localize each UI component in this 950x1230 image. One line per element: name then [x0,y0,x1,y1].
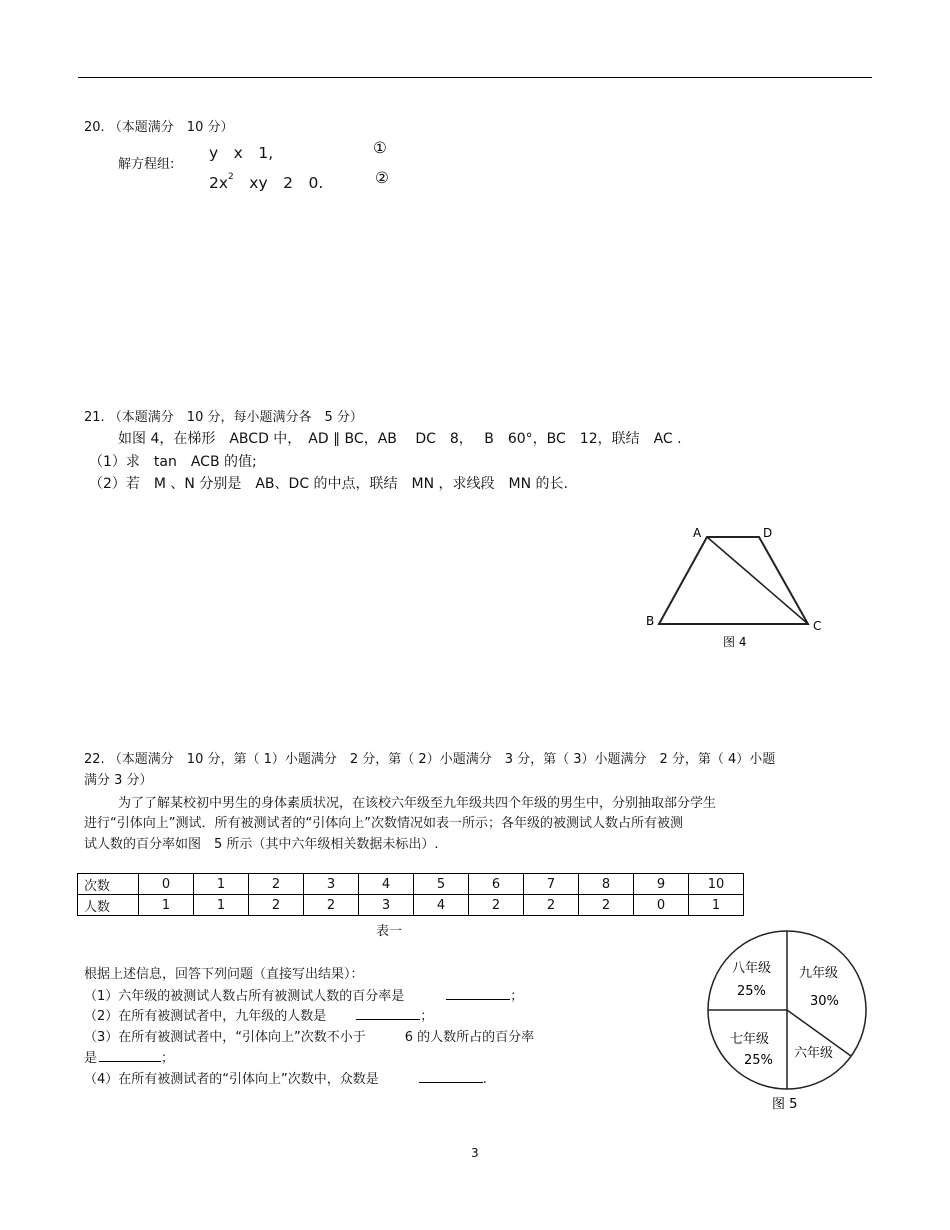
label-b: B [646,614,655,628]
q21-title: 21. （本题满分 10 分，每小题满分各 5 分） [84,410,363,425]
label-a: A [693,526,702,540]
table-cell: 1 [139,895,194,916]
table-header-cell: 人数 [78,895,139,916]
table-header-cell: 次数 [78,874,139,895]
q21-line1: 如图 4，在梯形 ABCD 中， AD ∥ BC，AB DC 8， B 60°，BC 12，联结 AC . [118,431,682,447]
table-cell: 4 [359,874,414,895]
table-cell: 3 [304,874,359,895]
q22-para1: 为了了解某校初中男生的身体素质状况，在该校六年级至九年级共四个年级的男生中，分别抽取部分学生 [118,796,717,811]
table-cell: 2 [469,895,524,916]
table-cell: 2 [524,895,579,916]
q22-p3: （3）在所有被测试者中，“引体向上”次数不小于 6 的人数所占的百分率 [84,1030,535,1045]
label-d: D [763,526,773,540]
figure5-caption: 图 5 [772,1097,798,1112]
table-cell: 9 [634,874,689,895]
table-cell: 2 [579,895,634,916]
table-cell: 6 [469,874,524,895]
pie-slice-value: 25% [737,984,766,999]
pie-slice-value: 25% [744,1053,773,1068]
table-cell: 7 [524,874,579,895]
q20-eq2-mark: ② [375,169,389,187]
figure4-caption: 图 4 [723,635,747,649]
pie-slice-label: 八年级 [732,961,772,976]
q22-p3b: 是 ； [84,1051,175,1066]
q20-label: 解方程组: [118,157,175,172]
table-cell: 0 [139,874,194,895]
table-cell: 2 [249,874,304,895]
table-cell: 8 [579,874,634,895]
q21-part2: （2）若 M 、N 分别是 AB、DC 的中点，联结 MN ，求线段 MN 的长. [89,476,568,492]
q22-p2: （2）在所有被测试者中，九年级的人数是 ； [84,1009,434,1024]
q22-p1: （1）六年级的被测试人数占所有被测试人数的百分率是 ； [84,989,524,1004]
q22-p4: （4）在所有被测试者的“引体向上”次数中，众数是 . [84,1072,487,1087]
table-caption: 表一 [376,924,403,939]
pie-chart-figure [700,925,875,1120]
q20-eq2: $2x^2$ xy 2 0. [209,172,324,192]
q21-part1: （1）求 tan ACB 的值; [89,454,257,470]
q22-para2: 进行“引体向上”测试．所有被测试者的“引体向上”次数情况如表一所示；各年级的被测试人数占所有被测 [84,816,683,831]
q22-intro: 根据上述信息，回答下列问题（直接写出结果）： [84,967,364,982]
trapezoid-shape [659,537,808,624]
data-table [77,873,744,916]
q22-title2: 满分 3 分） [84,773,153,788]
pie-slice-label: 九年级 [799,966,839,981]
table-row [78,895,744,916]
answer-blank-2[interactable] [356,1018,420,1020]
table-cell: 2 [304,895,359,916]
answer-blank-3[interactable] [99,1060,161,1062]
table-cell: 1 [194,874,249,895]
pie-slice-label: 六年级 [794,1046,834,1061]
label-c: C [813,619,822,633]
table-cell: 1 [689,895,744,916]
q20-title: 20. （本题满分 10 分） [84,120,234,135]
q22-title: 22. （本题满分 10 分，第（ 1）小题满分 2 分，第（ 2）小题满分 3 分，第（ 3）小题满分 2 分，第（ 4）小题 [84,752,776,767]
q22-para3: 试人数的百分率如图 5 所示（其中六年级相关数据未标出）. [84,837,439,852]
table-row [78,874,744,895]
header-rule [78,77,872,78]
table-cell: 10 [689,874,744,895]
pie-slice-label: 七年级 [730,1032,770,1047]
answer-blank-4[interactable] [419,1081,483,1083]
pie-slice-value: 30% [810,994,839,1009]
page-number: 3 [471,1146,479,1160]
q20-eq1: y x 1, [209,144,274,162]
table-cell: 2 [249,895,304,916]
table-cell: 5 [414,874,469,895]
table-cell: 4 [414,895,469,916]
table-cell: 1 [194,895,249,916]
table-cell: 3 [359,895,414,916]
table-cell: 0 [634,895,689,916]
q20-eq1-mark: ① [373,139,387,157]
trapezoid-figure [640,520,840,655]
answer-blank-1[interactable] [446,998,510,1000]
diagonal-ac [707,537,808,624]
